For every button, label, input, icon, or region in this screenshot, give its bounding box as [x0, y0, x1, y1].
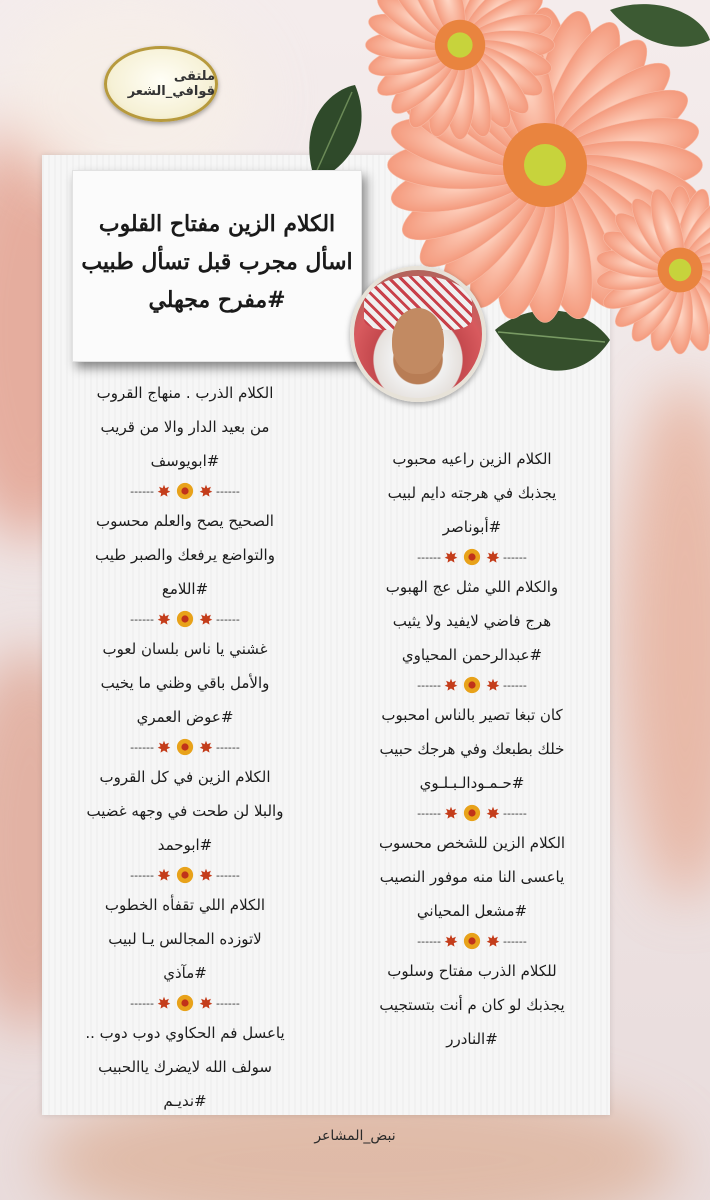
verse-line: الكلام الذرب . منهاج القروب: [96, 384, 274, 402]
maple-leaf-icon: [199, 868, 213, 882]
dash-line: ------: [216, 484, 240, 498]
poet-hashtag: #ابويوسف: [150, 452, 220, 470]
dash-line: ------: [417, 934, 441, 948]
maple-leaf-icon: [199, 996, 213, 1010]
ornament-separator: [352, 928, 592, 954]
left-poem-column: [60, 376, 310, 1118]
poet-hashtag: #عوض العمري: [136, 708, 234, 726]
maple-leaf-icon: [444, 806, 458, 820]
ornament-separator: [60, 734, 310, 760]
title-line-1: الكلام الزين مفتاح القلوب: [98, 211, 336, 237]
dash-line: ------: [417, 550, 441, 564]
verse-line: للكلام الذرب مفتاح وسلوب: [387, 962, 557, 980]
verse-line: لاتوزده المجالس يـا لبيب: [108, 930, 262, 948]
maple-leaf-icon: [486, 678, 500, 692]
maple-leaf-icon: [486, 806, 500, 820]
sun-flower-icon: [176, 738, 194, 756]
maple-leaf-icon: [444, 550, 458, 564]
dash-line: ------: [216, 612, 240, 626]
poet-hashtag: #اللامع: [161, 580, 209, 598]
verse-line: سولف الله لايضرك ياالحبيب: [98, 1058, 272, 1076]
sun-flower-icon: [176, 866, 194, 884]
maple-leaf-icon: [444, 934, 458, 948]
dash-line: ------: [130, 868, 154, 882]
sun-flower-icon: [463, 676, 481, 694]
title-author: #مفرح مجهلي: [148, 287, 286, 313]
maple-leaf-icon: [157, 612, 171, 626]
poet-avatar: [350, 266, 486, 402]
maple-leaf-icon: [199, 740, 213, 754]
ornament-separator: [352, 800, 592, 826]
dash-line: ------: [503, 806, 527, 820]
dash-line: ------: [417, 806, 441, 820]
dash-line: ------: [503, 678, 527, 692]
maple-leaf-icon: [157, 740, 171, 754]
poet-hashtag: #نديـم: [163, 1092, 207, 1110]
sun-flower-icon: [176, 994, 194, 1012]
poet-hashtag: #مآذي: [163, 964, 207, 982]
maple-leaf-icon: [157, 996, 171, 1010]
dash-line: ------: [130, 612, 154, 626]
ornament-separator: [352, 672, 592, 698]
maple-leaf-icon: [444, 678, 458, 692]
verse-line: يجذبك لو كان م أنت بتستجيب: [379, 996, 565, 1014]
maple-leaf-icon: [157, 868, 171, 882]
verse-line: هرج فاضي لايفيد ولا يثيب: [392, 612, 552, 630]
ornament-separator: [60, 606, 310, 632]
maple-leaf-icon: [199, 484, 213, 498]
poet-hashtag: #عبدالرحمن المحياوي: [401, 646, 543, 664]
poet-hashtag: #مشعل المحياني: [416, 902, 528, 920]
sun-flower-icon: [463, 932, 481, 950]
verse-line: والبلا لن طحت في وجهه غضيب: [86, 802, 284, 820]
dash-line: ------: [417, 678, 441, 692]
maple-leaf-icon: [199, 612, 213, 626]
sun-flower-icon: [176, 610, 194, 628]
footer-signature: نبض_المشاعر: [314, 1128, 396, 1144]
dash-line: ------: [130, 740, 154, 754]
verse-line: ياعسى النا منه موفور النصيب: [379, 868, 565, 886]
sun-flower-icon: [463, 804, 481, 822]
verse-line: كان تبغا تصير بالناس امحبوب: [381, 706, 563, 724]
verse-line: ياعسل فم الحكاوي دوب دوب ..: [85, 1024, 285, 1042]
ornament-separator: [352, 544, 592, 570]
ornament-separator: [60, 862, 310, 888]
forum-logo: ملتقى قوافي_الشعر: [104, 46, 218, 122]
right-poem-column: [352, 442, 592, 1056]
title-line-2: اسأل مجرب قبل تسأل طبيب: [81, 249, 353, 275]
dash-line: ------: [216, 740, 240, 754]
verse-line: والكلام اللي مثل عج الهبوب: [385, 578, 559, 596]
ornament-separator: [60, 990, 310, 1016]
verse-line: من بعيد الدار والا من قريب: [100, 418, 270, 436]
ornament-separator: [60, 478, 310, 504]
verse-line: الكلام الزين في كل القروب: [99, 768, 271, 786]
maple-leaf-icon: [157, 484, 171, 498]
verse-line: والأمل باقي وظني ما يخيب: [100, 674, 270, 692]
title-card: [72, 170, 362, 362]
dash-line: ------: [216, 868, 240, 882]
verse-line: الصحيح يصح والعلم محسوب: [96, 512, 274, 530]
sun-flower-icon: [463, 548, 481, 566]
verse-line: غشني يا ناس بلسان لعوب: [102, 640, 268, 658]
poet-hashtag: #حـمـودالـبـلـوي: [419, 774, 525, 792]
maple-leaf-icon: [486, 934, 500, 948]
dash-line: ------: [216, 996, 240, 1010]
verse-line: يجذبك في هرجته دايم لبيب: [387, 484, 557, 502]
dash-line: ------: [130, 484, 154, 498]
verse-line: الكلام الزين راعيه محبوب: [392, 450, 552, 468]
verse-line: والتواضع يرفعك والصبر طيب: [95, 546, 275, 564]
dash-line: ------: [130, 996, 154, 1010]
dash-line: ------: [503, 934, 527, 948]
verse-line: الكلام اللي تقفأه الخطوب: [104, 896, 266, 914]
sun-flower-icon: [176, 482, 194, 500]
poet-hashtag: #ابوحمد: [157, 836, 213, 854]
dash-line: ------: [503, 550, 527, 564]
verse-line: الكلام الزين للشخص محسوب: [378, 834, 566, 852]
poet-hashtag: #أبوناصر: [442, 518, 502, 536]
poet-hashtag: #النادرر: [446, 1030, 498, 1048]
maple-leaf-icon: [486, 550, 500, 564]
verse-line: خلك بطبعك وفي هرجك حبيب: [379, 740, 565, 758]
